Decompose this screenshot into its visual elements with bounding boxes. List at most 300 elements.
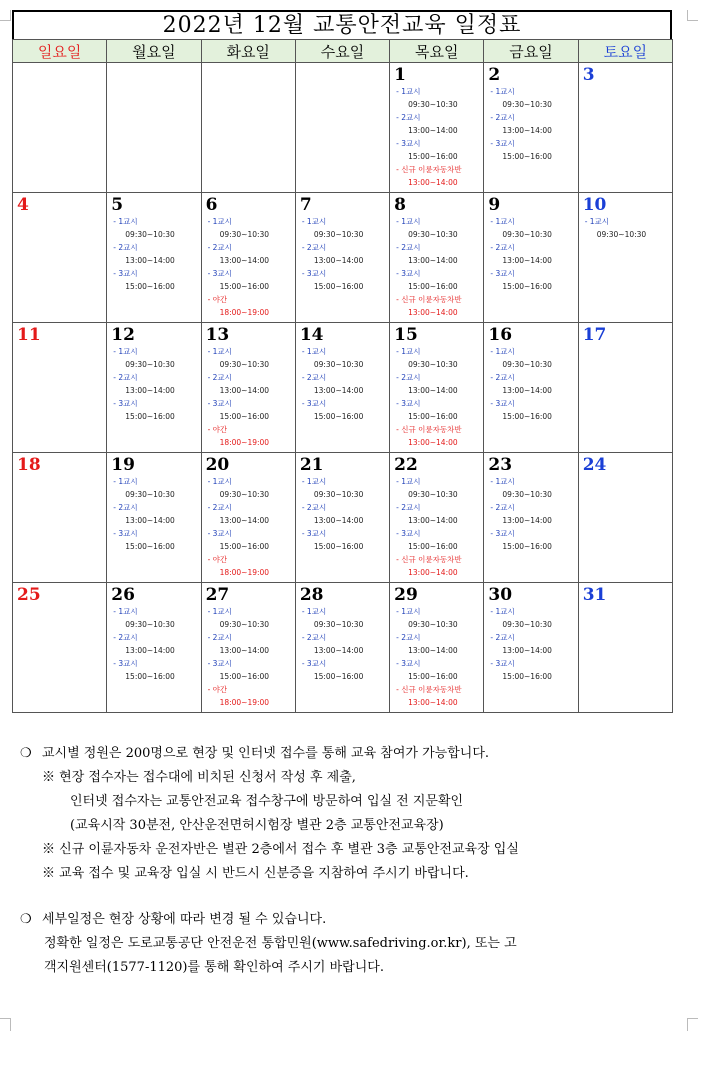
day-number: 4 (17, 195, 29, 215)
session-time: 09:30~10:30 (125, 490, 175, 499)
session-entry (296, 371, 389, 397)
corner-mark (0, 10, 11, 21)
session-time: 15:00~16:00 (313, 412, 364, 421)
session-time: 09:30~10:30 (313, 490, 364, 499)
corner-mark (687, 1018, 698, 1031)
session-entry (390, 657, 483, 683)
session-time: 18:00~19:00 (219, 308, 270, 317)
session-label: - 1교시 (490, 607, 515, 616)
calendar-day-cell (13, 583, 107, 713)
session-time: 13:00~14:00 (219, 386, 270, 395)
day-number: 3 (582, 65, 595, 85)
session-label: - 2교시 (490, 113, 515, 122)
day-number: 9 (488, 195, 501, 215)
session-entry (107, 631, 200, 657)
session-entry (390, 215, 483, 241)
session-time: 15:00~16:00 (408, 672, 458, 681)
session-label: - 야간 (207, 425, 228, 434)
session-entry (484, 657, 577, 683)
calendar-day-cell (578, 453, 672, 583)
calendar-day-cell (107, 193, 201, 323)
session-entry (484, 137, 577, 163)
day-number: 23 (488, 455, 513, 475)
session-time: 09:30~10:30 (219, 360, 270, 369)
session-label: - 1교시 (490, 477, 515, 486)
session-label: - 3교시 (207, 269, 232, 278)
session-entry (202, 605, 295, 631)
session-entry (202, 267, 295, 293)
session-entry (390, 527, 483, 553)
session-entry (107, 345, 200, 371)
session-time: 13:00~14:00 (408, 568, 458, 577)
session-label: - 1교시 (396, 607, 421, 616)
session-entry (390, 137, 483, 163)
session-entry (390, 345, 483, 371)
session-label: - 2교시 (113, 633, 138, 642)
session-time: 13:00~14:00 (408, 126, 458, 135)
session-entry (202, 631, 295, 657)
session-time: 13:00~14:00 (313, 646, 364, 655)
session-time: 09:30~10:30 (125, 230, 175, 239)
session-label: - 2교시 (490, 373, 515, 382)
session-time: 09:30~10:30 (219, 620, 270, 629)
calendar-day-cell (390, 193, 484, 323)
calendar-week-row (13, 453, 673, 583)
calendar-day-cell (578, 583, 672, 713)
session-label: - 1교시 (396, 217, 421, 226)
session-label: - 2교시 (301, 633, 327, 642)
session-label: - 야간 (207, 555, 228, 564)
session-entry (296, 397, 389, 423)
day-number: 30 (488, 585, 513, 605)
session-time: 13:00~14:00 (502, 386, 552, 395)
session-entry (202, 293, 295, 319)
session-label: - 3교시 (301, 399, 327, 408)
weekday-thursday: 목요일 (390, 40, 484, 63)
calendar-week-row (13, 193, 673, 323)
session-entry (107, 371, 200, 397)
session-label: - 3교시 (396, 139, 421, 148)
session-entry (484, 371, 577, 397)
weekday-wednesday: 수요일 (295, 40, 389, 63)
day-number: 12 (111, 325, 135, 345)
session-label: - 2교시 (301, 243, 327, 252)
session-entry (484, 631, 577, 657)
session-time: 13:00~14:00 (502, 516, 552, 525)
session-entry (390, 85, 483, 111)
session-label: - 3교시 (396, 269, 421, 278)
session-label: - 3교시 (113, 269, 138, 278)
session-label: - 2교시 (207, 243, 232, 252)
day-number: 25 (17, 585, 41, 605)
session-label: - 신규 이륜자동차반 (396, 165, 462, 174)
weekday-sunday: 일요일 (13, 40, 107, 63)
note-schedule-change: ❍ 세부일정은 현장 상황에 따라 변경 될 수 있습니다. (20, 908, 692, 932)
session-label: - 1교시 (207, 347, 232, 356)
weekday-saturday: 토요일 (578, 40, 672, 63)
day-number: 11 (17, 325, 41, 345)
session-entry (296, 605, 389, 631)
session-entry (390, 267, 483, 293)
session-time: 15:00~16:00 (502, 542, 552, 551)
calendar-day-cell (390, 583, 484, 713)
day-number: 31 (582, 585, 607, 605)
session-time: 15:00~16:00 (313, 282, 364, 291)
session-time: 13:00~14:00 (313, 386, 364, 395)
session-label: - 1교시 (490, 217, 515, 226)
session-time: 09:30~10:30 (408, 100, 458, 109)
session-entry (390, 111, 483, 137)
calendar-day-cell (201, 583, 295, 713)
session-label: - 2교시 (301, 503, 327, 512)
calendar-day-cell (201, 193, 295, 323)
session-label: - 2교시 (396, 633, 421, 642)
session-time: 13:00~14:00 (219, 646, 270, 655)
session-time: 09:30~10:30 (502, 490, 552, 499)
session-time: 09:30~10:30 (219, 230, 270, 239)
session-entry (107, 215, 200, 241)
session-entry (296, 631, 389, 657)
session-time: 13:00~14:00 (219, 516, 270, 525)
session-time: 09:30~10:30 (313, 230, 364, 239)
session-time: 09:30~10:30 (313, 360, 364, 369)
day-number: 19 (111, 455, 135, 475)
day-number: 27 (205, 585, 230, 605)
day-number: 15 (394, 325, 418, 345)
session-entry (484, 605, 577, 631)
session-entry (107, 241, 200, 267)
calendar-day-cell (13, 453, 107, 583)
session-entry (202, 397, 295, 423)
session-label: - 3교시 (207, 399, 232, 408)
session-entry (202, 501, 295, 527)
session-entry (107, 605, 200, 631)
day-number: 22 (394, 455, 418, 475)
session-time: 15:00~16:00 (502, 152, 552, 161)
session-entry (296, 527, 389, 553)
session-time: 15:00~16:00 (408, 282, 458, 291)
session-label: - 2교시 (490, 503, 515, 512)
session-time: 15:00~16:00 (219, 412, 270, 421)
session-time: 13:00~14:00 (313, 516, 364, 525)
note-onsite: ※ 현장 접수자는 접수대에 비치된 신청서 작성 후 제출, (42, 770, 356, 785)
session-label: - 1교시 (396, 87, 421, 96)
session-entry (390, 163, 483, 189)
session-entry (390, 501, 483, 527)
session-time: 13:00~14:00 (408, 438, 458, 447)
calendar-sheet (12, 10, 672, 713)
session-time: 15:00~16:00 (125, 412, 175, 421)
session-time: 13:00~14:00 (408, 646, 458, 655)
day-number: 24 (582, 455, 607, 475)
session-label: - 1교시 (207, 607, 232, 616)
calendar-day-cell (13, 323, 107, 453)
schedule-calendar (12, 39, 673, 713)
session-label: - 3교시 (207, 529, 232, 538)
session-label: - 2교시 (207, 633, 232, 642)
day-number: 10 (582, 195, 607, 215)
calendar-day-cell (295, 323, 389, 453)
day-number: 28 (299, 585, 324, 605)
session-entry (390, 241, 483, 267)
session-label: - 2교시 (113, 373, 138, 382)
note-contact-line1: 정확한 일정은 도로교통공단 안전운전 통합민원(www.safedriving.or.kr), 또는 고 (44, 936, 517, 951)
session-time: 13:00~14:00 (125, 386, 175, 395)
session-label: - 2교시 (113, 503, 138, 512)
session-label: - 2교시 (396, 373, 421, 382)
session-time: 13:00~14:00 (502, 256, 552, 265)
day-number: 29 (394, 585, 418, 605)
weekday-monday: 월요일 (107, 40, 201, 63)
calendar-day-cell (107, 453, 201, 583)
session-entry (296, 475, 389, 501)
calendar-day-cell (295, 63, 389, 193)
session-label: - 2교시 (113, 243, 138, 252)
calendar-day-cell (390, 453, 484, 583)
calendar-day-cell (484, 323, 578, 453)
session-entry (202, 423, 295, 449)
session-entry (484, 527, 577, 553)
session-time: 13:00~14:00 (502, 646, 552, 655)
calendar-day-cell (295, 193, 389, 323)
session-label: - 3교시 (396, 659, 421, 668)
calendar-day-cell (484, 453, 578, 583)
calendar-day-cell (390, 323, 484, 453)
session-entry (296, 241, 389, 267)
calendar-day-cell (13, 193, 107, 323)
session-time: 15:00~16:00 (408, 412, 458, 421)
session-label: - 신규 이륜자동차반 (396, 425, 462, 434)
calendar-day-cell (107, 323, 201, 453)
session-label: - 1교시 (113, 477, 138, 486)
session-label: - 2교시 (301, 373, 327, 382)
calendar-day-cell (484, 583, 578, 713)
session-time: 09:30~10:30 (125, 620, 175, 629)
session-time: 09:30~10:30 (219, 490, 270, 499)
session-time: 15:00~16:00 (125, 672, 175, 681)
session-entry (390, 293, 483, 319)
session-entry (484, 85, 577, 111)
circle-bullet-icon: ❍ (20, 912, 32, 927)
day-number: 2 (488, 65, 501, 85)
session-entry (484, 267, 577, 293)
session-time: 09:30~10:30 (502, 620, 552, 629)
day-number: 26 (111, 585, 135, 605)
session-label: - 3교시 (301, 269, 327, 278)
session-entry (484, 475, 577, 501)
day-number: 20 (205, 455, 230, 475)
session-entry (202, 475, 295, 501)
calendar-day-cell (295, 453, 389, 583)
calendar-day-cell (390, 63, 484, 193)
day-number: 17 (582, 325, 607, 345)
calendar-day-cell (578, 63, 672, 193)
calendar-week-row (13, 63, 673, 193)
session-time: 15:00~16:00 (502, 282, 552, 291)
session-label: - 3교시 (396, 399, 421, 408)
session-time: 09:30~10:30 (125, 360, 175, 369)
session-entry (107, 475, 200, 501)
calendar-day-cell (295, 583, 389, 713)
session-label: - 1교시 (490, 87, 515, 96)
session-label: - 야간 (207, 295, 228, 304)
note-location: (교육시작 30분전, 안산운전면허시험장 별관 2층 교통안전교육장) (70, 818, 444, 833)
session-entry (484, 215, 577, 241)
session-entry (484, 501, 577, 527)
session-entry (202, 371, 295, 397)
session-label: - 3교시 (490, 659, 515, 668)
session-label: - 2교시 (396, 113, 421, 122)
session-time: 15:00~16:00 (219, 542, 270, 551)
session-time: 15:00~16:00 (219, 672, 270, 681)
session-label: - 1교시 (396, 347, 421, 356)
session-label: - 1교시 (490, 347, 515, 356)
session-label: - 2교시 (207, 373, 232, 382)
session-entry (484, 397, 577, 423)
session-entry (484, 111, 577, 137)
session-label: - 3교시 (490, 529, 515, 538)
calendar-day-cell (13, 63, 107, 193)
session-entry (390, 371, 483, 397)
calendar-day-cell (201, 63, 295, 193)
session-entry (390, 475, 483, 501)
session-entry (390, 631, 483, 657)
session-time: 09:30~10:30 (596, 230, 647, 239)
session-time: 13:00~14:00 (408, 256, 458, 265)
session-entry (390, 605, 483, 631)
session-time: 18:00~19:00 (219, 438, 270, 447)
session-time: 13:00~14:00 (125, 256, 175, 265)
session-label: - 신규 이륜자동차반 (396, 555, 462, 564)
session-label: - 1교시 (301, 347, 327, 356)
session-time: 13:00~14:00 (408, 516, 458, 525)
page-title: 2022년 12월 교통안전교육 일정표 (12, 10, 672, 39)
session-time: 15:00~16:00 (125, 282, 175, 291)
session-entry (484, 241, 577, 267)
note-online: 인터넷 접수자는 교통안전교육 접수창구에 방문하여 입실 전 지문확인 (70, 794, 464, 809)
session-label: - 2교시 (207, 503, 232, 512)
note-new-rider: ※ 신규 이륜자동차 운전자반은 별관 2층에서 접수 후 별관 3층 교통안전교육장 입실 (42, 842, 519, 857)
session-label: - 3교시 (490, 139, 515, 148)
session-label: - 1교시 (207, 217, 232, 226)
day-number: 6 (205, 195, 218, 215)
session-time: 13:00~14:00 (408, 178, 458, 187)
session-label: - 야간 (207, 685, 228, 694)
day-number: 18 (17, 455, 41, 475)
session-time: 09:30~10:30 (313, 620, 364, 629)
session-entry (107, 267, 200, 293)
session-time: 15:00~16:00 (502, 672, 552, 681)
session-time: 15:00~16:00 (408, 542, 458, 551)
session-time: 09:30~10:30 (408, 230, 458, 239)
session-entry (296, 267, 389, 293)
calendar-day-cell (107, 63, 201, 193)
session-label: - 3교시 (490, 399, 515, 408)
session-entry (202, 345, 295, 371)
session-entry (484, 345, 577, 371)
day-number: 5 (111, 195, 124, 215)
session-entry (390, 423, 483, 449)
session-label: - 1교시 (584, 217, 610, 226)
reference-mark-icon: ※ (42, 866, 56, 881)
session-entry (202, 657, 295, 683)
notes-section (20, 742, 692, 980)
session-entry (579, 215, 672, 241)
session-time: 13:00~14:00 (313, 256, 364, 265)
session-time: 15:00~16:00 (502, 412, 552, 421)
session-label: - 1교시 (301, 217, 327, 226)
session-label: - 2교시 (490, 243, 515, 252)
calendar-day-cell (484, 193, 578, 323)
session-time: 15:00~16:00 (408, 152, 458, 161)
day-number: 1 (394, 65, 406, 85)
session-entry (390, 397, 483, 423)
calendar-day-cell (107, 583, 201, 713)
session-label: - 1교시 (113, 217, 138, 226)
calendar-day-cell (201, 453, 295, 583)
session-time: 13:00~14:00 (408, 698, 458, 707)
session-label: - 3교시 (113, 659, 138, 668)
session-entry (202, 683, 295, 709)
calendar-day-cell (484, 63, 578, 193)
session-label: - 3교시 (396, 529, 421, 538)
session-time: 18:00~19:00 (219, 698, 270, 707)
session-label: - 2교시 (396, 503, 421, 512)
day-number: 8 (394, 195, 406, 215)
session-time: 09:30~10:30 (502, 360, 552, 369)
calendar-day-cell (578, 193, 672, 323)
note-id-card: ※ 교육 접수 및 교육장 입실 시 반드시 신분증을 지참하여 주시기 바랍니다. (42, 866, 469, 881)
calendar-day-cell (201, 323, 295, 453)
session-time: 13:00~14:00 (502, 126, 552, 135)
circle-bullet-icon: ❍ (20, 746, 32, 761)
session-label: - 2교시 (396, 243, 421, 252)
session-entry (202, 553, 295, 579)
session-label: - 1교시 (207, 477, 232, 486)
session-label: - 3교시 (490, 269, 515, 278)
session-entry (390, 683, 483, 709)
day-number: 14 (299, 325, 324, 345)
session-label: - 신규 이륜자동차반 (396, 295, 462, 304)
session-label: - 3교시 (113, 529, 138, 538)
weekday-header-row (13, 40, 673, 63)
session-time: 09:30~10:30 (502, 230, 552, 239)
day-number: 7 (299, 195, 312, 215)
session-entry (296, 657, 389, 683)
session-entry (107, 657, 200, 683)
day-number: 13 (205, 325, 230, 345)
session-entry (296, 215, 389, 241)
session-label: - 3교시 (207, 659, 232, 668)
session-entry (202, 241, 295, 267)
session-time: 18:00~19:00 (219, 568, 270, 577)
session-time: 15:00~16:00 (219, 282, 270, 291)
session-time: 15:00~16:00 (313, 542, 364, 551)
session-time: 13:00~14:00 (408, 386, 458, 395)
session-time: 13:00~14:00 (125, 646, 175, 655)
session-entry (202, 215, 295, 241)
session-label: - 3교시 (301, 529, 327, 538)
session-entry (107, 397, 200, 423)
day-number: 16 (488, 325, 513, 345)
session-entry (107, 501, 200, 527)
session-entry (296, 501, 389, 527)
session-time: 13:00~14:00 (219, 256, 270, 265)
session-entry (202, 527, 295, 553)
note-contact-line2: 객지원센터(1577-1120)를 통해 확인하여 주시기 바랍니다. (44, 960, 384, 975)
corner-mark (0, 1018, 11, 1031)
session-time: 09:30~10:30 (408, 490, 458, 499)
